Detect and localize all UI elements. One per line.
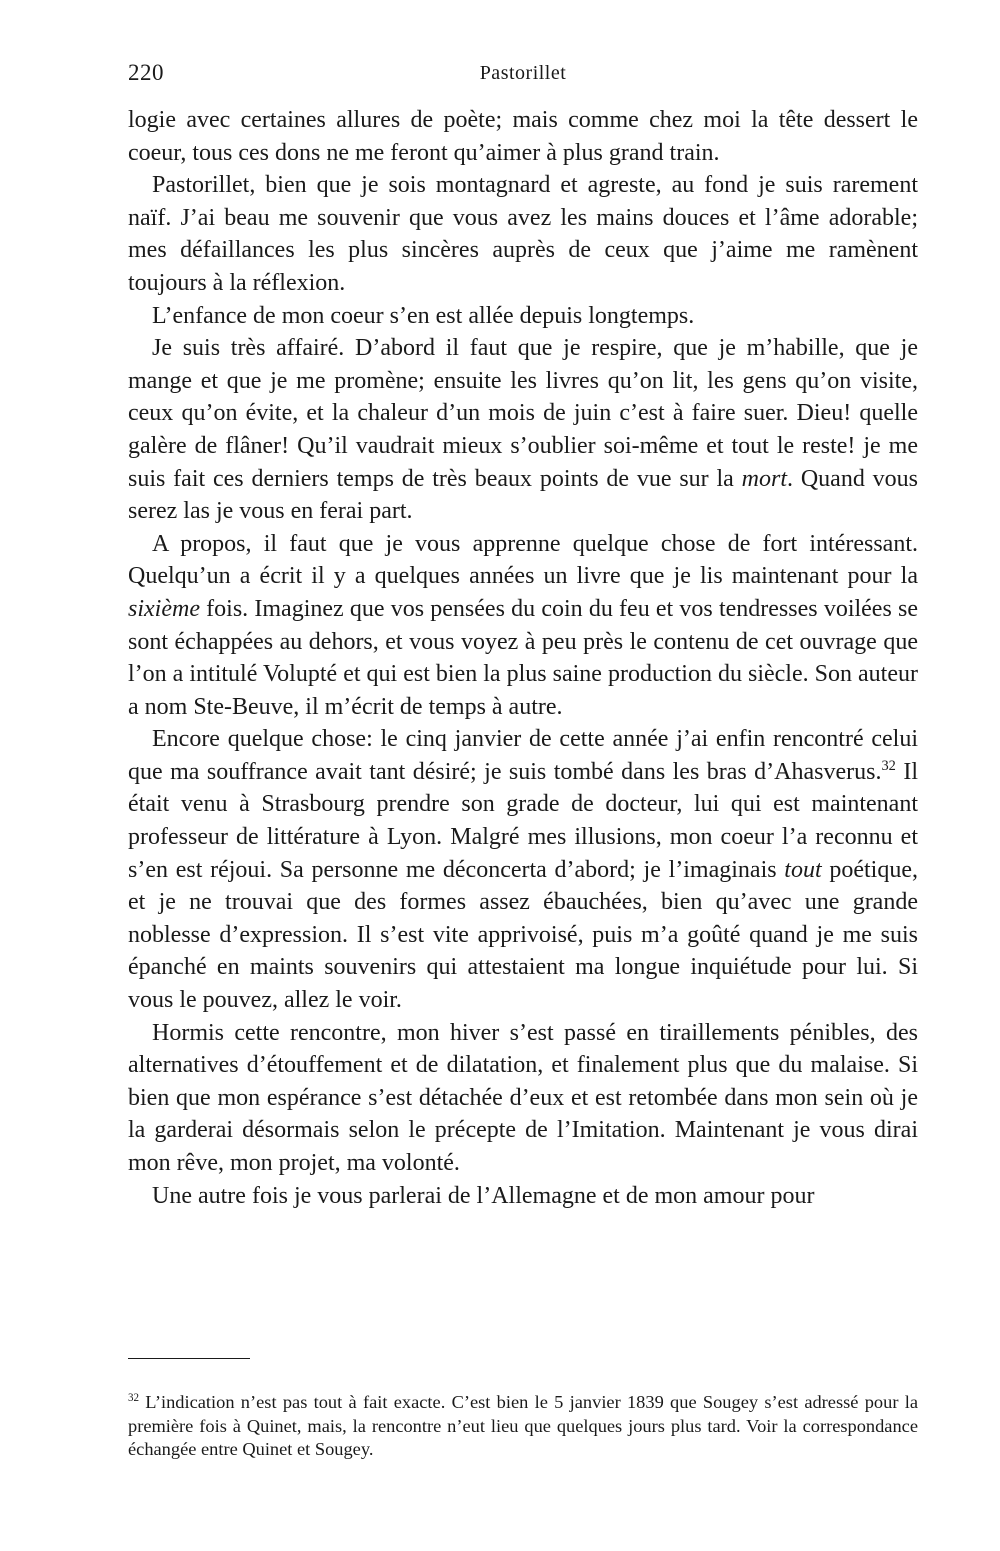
footnote-text: L’indication n’est pas tout à fait exacte. C’est bien le 5 janvier 1839 que Sougey s’est adressé pour la première fois à Quinet, mais, la rencontre n’eut lieu que quelques jours plus tard. Voir la correspondance échangée entre Quinet et Sougey. [128,1392,918,1460]
book-page [128,60,919,1460]
footnote-divider [128,1358,250,1359]
paragraph-6 [128,723,918,1016]
paragraph-3: L’enfance de mon coeur s’en est allée depuis longtemps. [152,302,695,329]
paragraph-5-text-a: A propos, il faut que je vous apprenne quelque chose de fort intéressant. Quelqu’un a écrit il y a quelques années un livre que je lis maintenant pour la [128,530,918,590]
paragraph-2: Pastorillet, bien que je sois montagnard et agreste, au fond je suis rarement naïf. J’ai beau me souvenir que vous avez les mains douces et l’âme adorable; mes défaillances les plus sincères auprès de ceux que j’aime me ramènent toujours à la réflexion. [128,172,918,296]
body-text [128,104,918,1212]
running-head [128,60,918,100]
paragraph-6-emphasis: tout [784,856,822,883]
running-title: Pastorillet [479,62,567,84]
paragraph-4 [128,332,918,528]
paragraph-6-text-b: Il était venu à Strasbourg prendre son grade de docteur, lui qui est maintenant professeur de littérature à Lyon. Malgré mes illusions, mon coeur l’a reconnu et s’en est réjoui. Sa personne me déconcerta d’abord; je l’imaginais [128,758,918,883]
paragraph-1: logie avec certaines allures de poète; mais comme chez moi la tête dessert le coeur, tous ces dons ne me feront qu’aimer à plus grand train. [128,107,918,166]
footnote-reference: 32 [881,757,896,774]
paragraph-7: Hormis cette rencontre, mon hiver s’est passé en tiraillements pénibles, des alternatives d’étouffement et de dilatation, et finalement plus que du malaise. Si bien que mon espérance s’est détachée d’eux et est retombée dans mon sein où je la garderai désormais selon le précepte de l’Imitation. Maintenant je vous dirai mon rêve, mon projet, ma volonté. [128,1019,918,1176]
footnote [128,1391,918,1462]
paragraph-4-text-b: . Quand vous serez las je vous en ferai part. [128,465,919,525]
paragraph-8: Une autre fois je vous parlerai de l’Allemagne et de mon amour pour [152,1182,815,1209]
paragraph-6-text-a: Encore quelque chose: le cinq janvier de cette année j’ai enfin rencontré celui que ma souffrance avait tant désiré; je suis tombé dans les bras d’Ahasverus. [128,726,918,785]
paragraph-5 [128,528,918,724]
paragraph-5-emphasis: sixième [128,595,200,622]
page-number: 220 [128,60,164,85]
paragraph-4-text-a: Je suis très affairé. D’abord il faut que je respire, que je m’habille, que je mange et que je me promène; ensuite les livres qu’on lit, les gens qu’on visite, ceux qu’on évite, et la chaleur d’un mois de juin c’est à faire suer. Dieu! quelle galère de flâner! Qu’il vaudrait mieux s’oublier soi-même et tout le reste! je me suis fait ces derniers temps de très beaux points de vue sur la [128,335,918,492]
paragraph-6-text-c: poétique, et je ne trouvai que des formes assez ébauchées, bien qu’avec une grande noblesse d’expression. Il s’est vite apprivoisé, puis m’a goûté quand je me suis épanché en maints souvenirs qui attestaient ma longue inquiétude pour lui. Si vous le pouvez, allez le voir. [128,856,918,1014]
paragraph-5-text-b: fois. Imaginez que vos pensées du coin du feu et vos tendresses voilées se sont échappées au dehors, et vous voyez à peu près le contenu de cet ouvrage que l’on a intitulé Volupté et qui est bien la plus saine production du siècle. Son auteur a nom Ste-Beuve, il m’écrit de temps à autre. [128,595,918,720]
footnote-marker: 32 [128,1392,140,1405]
paragraph-4-emphasis: mort [741,465,788,492]
